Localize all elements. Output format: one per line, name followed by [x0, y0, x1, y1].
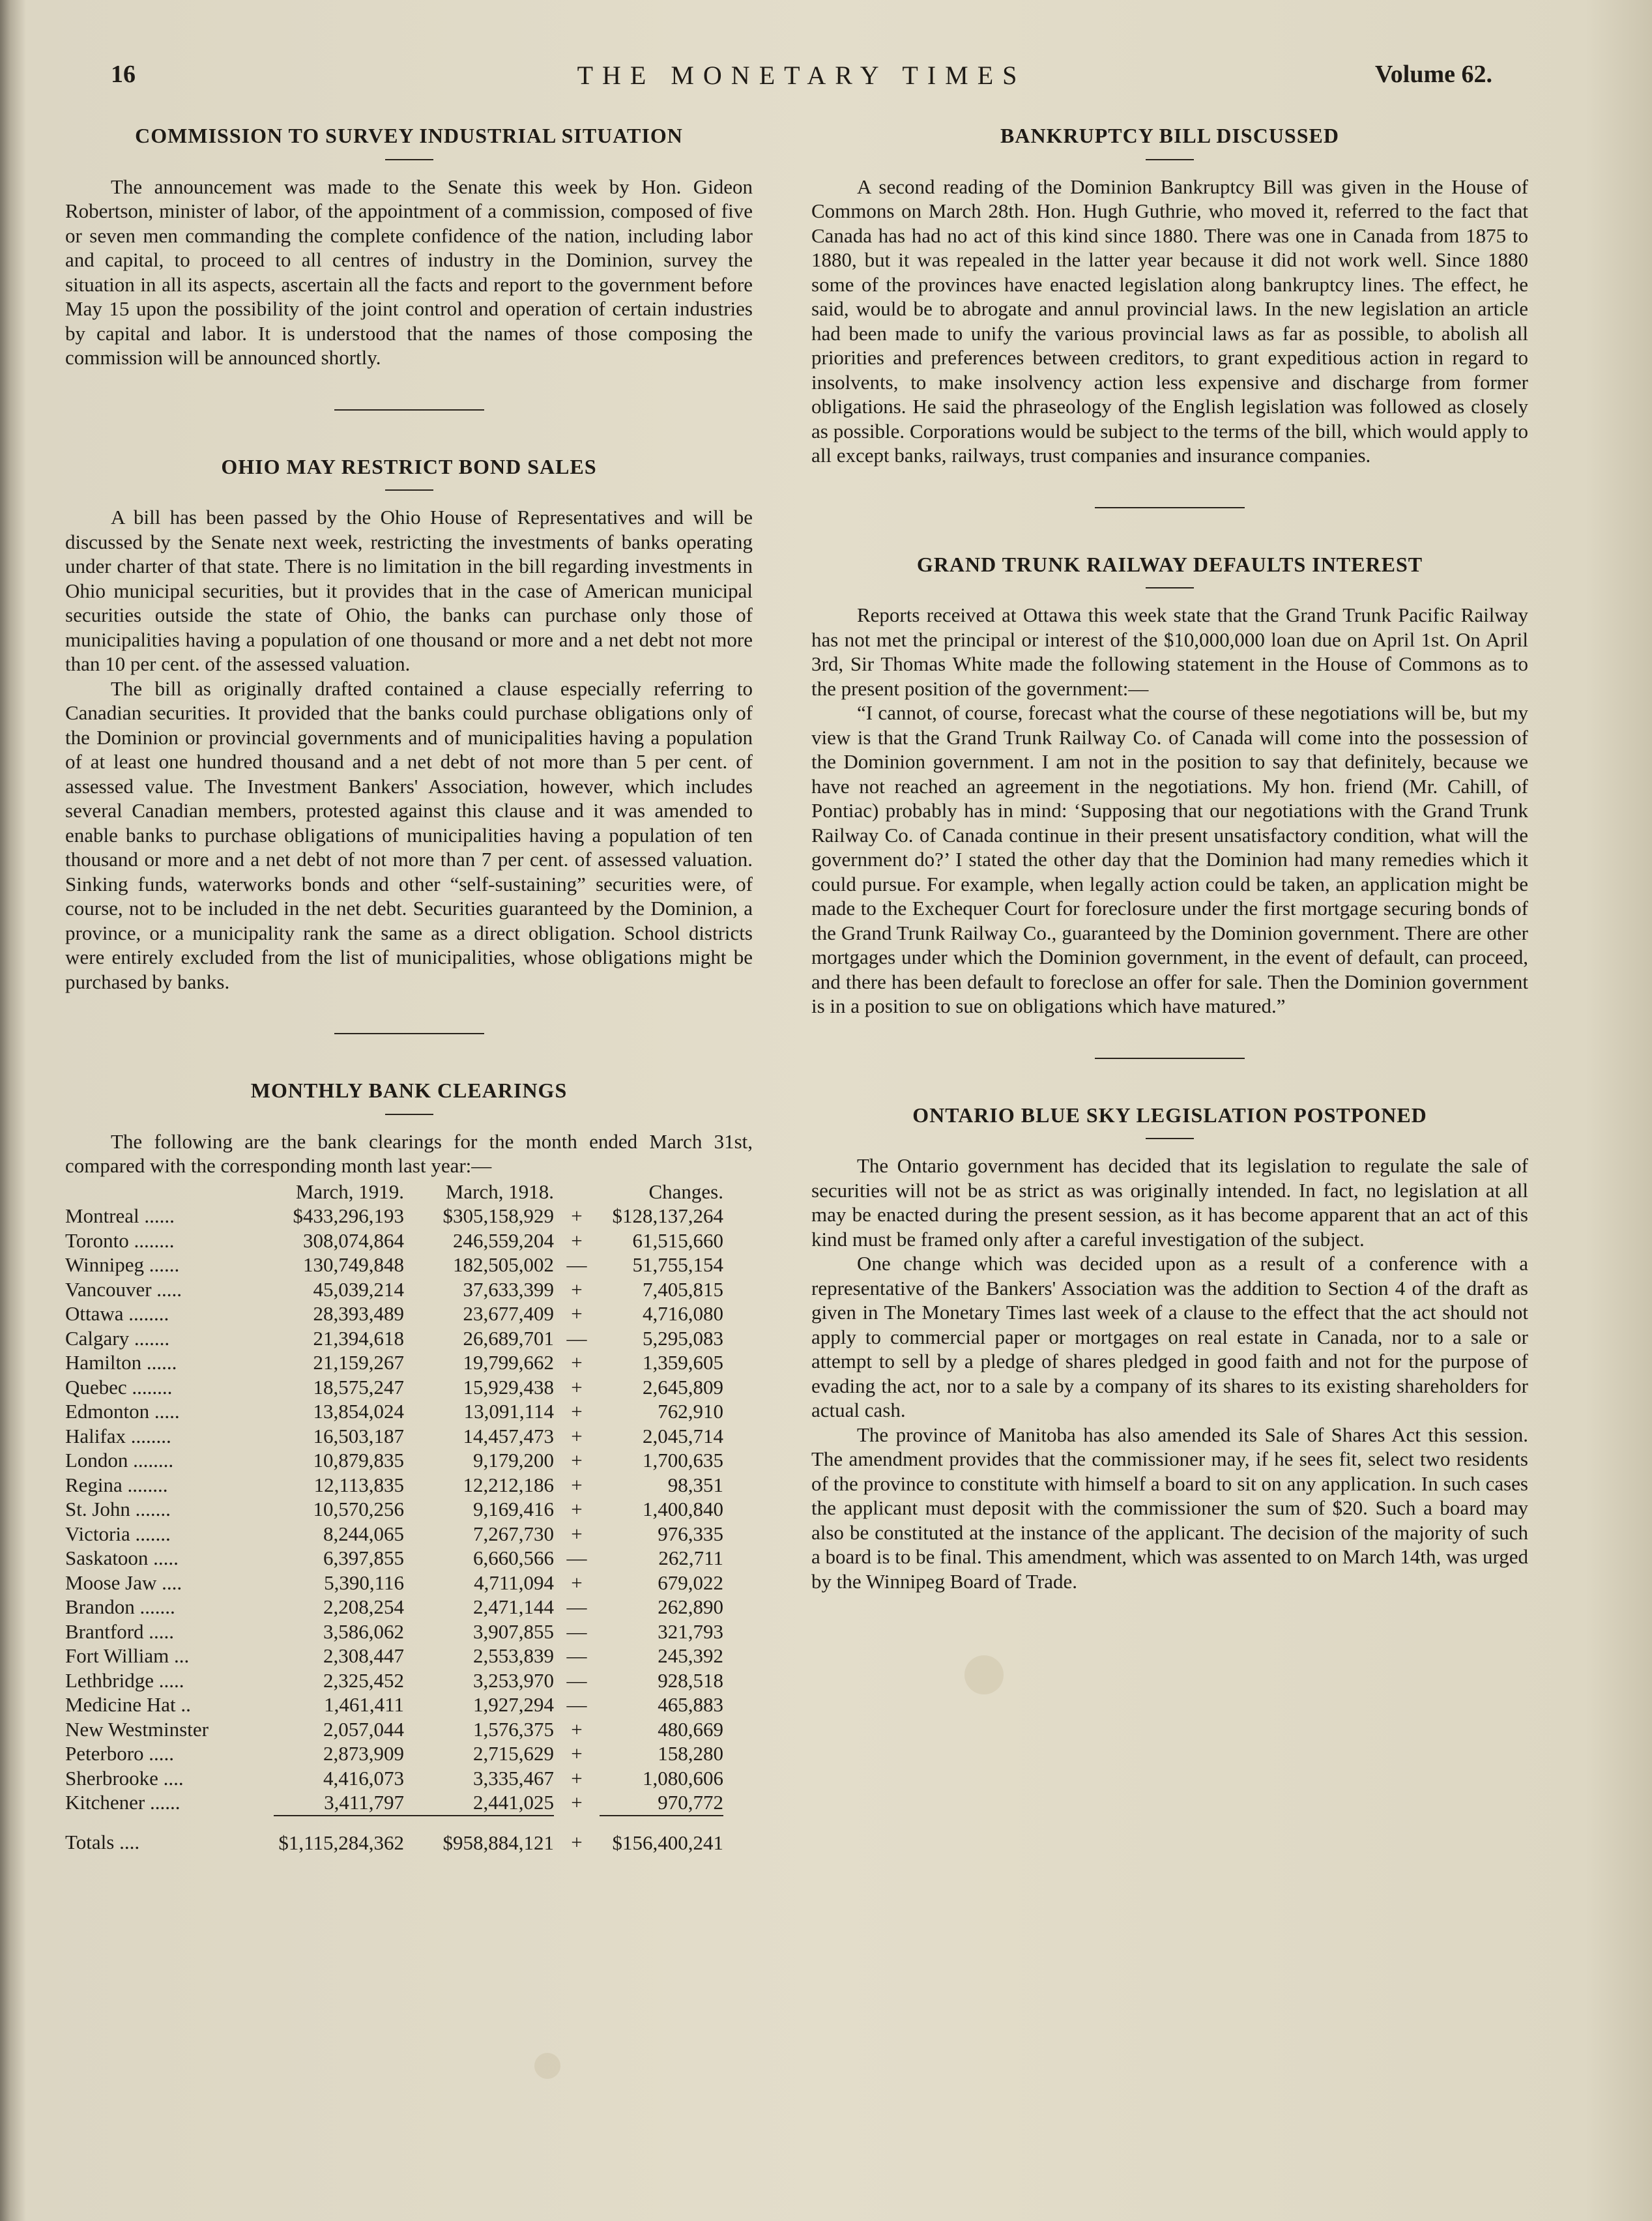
table-row — [65, 1619, 723, 1644]
publication-title: THE MONETARY TIMES — [577, 61, 1026, 90]
value-1918: 6,660,566 — [473, 1546, 554, 1569]
value-change: 158,280 — [658, 1742, 723, 1765]
value-1919: $433,296,193 — [293, 1204, 404, 1227]
value-1918: 12,212,186 — [463, 1473, 554, 1496]
value-change: 5,295,083 — [643, 1326, 723, 1350]
value-1918: 1,576,375 — [473, 1717, 554, 1741]
change-sign: + — [571, 1302, 583, 1325]
table-row — [65, 1717, 723, 1742]
change-sign: + — [571, 1277, 583, 1301]
value-change: 465,883 — [658, 1693, 723, 1716]
table-row — [65, 1522, 723, 1546]
value-1918: 14,457,473 — [463, 1424, 554, 1447]
city-name: Halifax ........ — [65, 1424, 171, 1447]
city-name: Regina ........ — [65, 1473, 168, 1496]
totals-row — [65, 1816, 723, 1855]
value-1919: 10,570,256 — [313, 1498, 404, 1520]
value-1918: 9,179,200 — [473, 1449, 554, 1472]
change-sign: + — [571, 1449, 583, 1472]
change-sign: + — [571, 1204, 583, 1227]
value-1918: 19,799,662 — [463, 1351, 554, 1374]
city-name: Brantford ..... — [65, 1619, 175, 1643]
value-1918: 26,689,701 — [463, 1326, 554, 1350]
value-1919: 16,503,187 — [313, 1424, 404, 1447]
value-1919: 21,159,267 — [313, 1351, 404, 1374]
value-1918: 15,929,438 — [463, 1375, 554, 1399]
change-sign: + — [571, 1498, 583, 1520]
table-row — [65, 1277, 723, 1302]
article-title: GRAND TRUNK RAILWAY DEFAULTS INTEREST — [916, 552, 1423, 576]
value-change: 1,080,606 — [643, 1766, 723, 1790]
city-name: Victoria ....... — [65, 1522, 171, 1545]
change-sign: + — [571, 1742, 583, 1765]
value-change: 98,351 — [667, 1473, 723, 1496]
value-change: 321,793 — [658, 1619, 723, 1643]
value-1919: 12,113,835 — [313, 1473, 404, 1496]
article-title: COMMISSION TO SURVEY INDUSTRIAL SITUATION — [135, 124, 683, 147]
table-row — [65, 1253, 723, 1277]
value-change: 480,669 — [658, 1717, 723, 1741]
city-name: Toronto ........ — [65, 1228, 175, 1252]
title-rule — [385, 489, 433, 491]
value-change: 4,716,080 — [643, 1302, 723, 1325]
city-name: Sherbrooke .... — [65, 1766, 184, 1790]
change-sign: — — [566, 1668, 587, 1692]
value-1919: 2,057,044 — [323, 1717, 404, 1741]
title-rule — [1146, 1138, 1194, 1139]
article-clearings — [65, 1079, 753, 1855]
city-name: Medicine Hat .. — [65, 1693, 191, 1716]
change-sign: — — [566, 1253, 587, 1276]
article-title: OHIO MAY RESTRICT BOND SALES — [221, 454, 597, 478]
value-change: 2,645,809 — [643, 1375, 723, 1399]
table-row — [65, 1473, 723, 1498]
value-1919: 28,393,489 — [313, 1302, 404, 1325]
left-column — [65, 124, 753, 1894]
city-name: Calgary ....... — [65, 1326, 170, 1350]
value-1918: $305,158,929 — [442, 1204, 554, 1227]
value-change: 679,022 — [658, 1571, 723, 1594]
table-row — [65, 1375, 723, 1400]
value-change: 7,405,815 — [643, 1277, 723, 1301]
city-name: New Westminster — [65, 1717, 209, 1741]
value-1919: 5,390,116 — [324, 1571, 404, 1594]
value-1918: 3,253,970 — [473, 1668, 554, 1692]
column-header: March, 1918. — [445, 1180, 554, 1203]
value-1919: 2,208,254 — [323, 1595, 404, 1618]
article-paragraph: A second reading of the Dominion Bankruptcy Bill was given in the House of Commons on March 28th. Hon. Hugh Guthrie, who moved it, referred to the fact that Canada has had no act of this kind since 1880. There was one in Canada from 1875 to 1880, but it was repealed in the latter year because it did not work well. Since 1880 some of the provinces have enacted legislation along bankruptcy lines. The effect, he said, would be to abrogate and annul provincial laws. In the new legislation an article had been made to unify the various provincial laws as far as possible, to abolish all priorities and preferences between creditors, to grant expeditious action in regard to insolvents, to make insolvency action less expensive and discharge from former obligations. He said the phraseology of the English legislation was followed as closely as possible. Corporations would be subject to the terms of the bill, which would apply to all except banks, railways, trust companies and insurance companies. — [811, 175, 1528, 467]
article-commission — [65, 124, 753, 370]
value-change: 61,515,660 — [632, 1228, 723, 1252]
change-sign: — — [566, 1546, 587, 1569]
city-name: Winnipeg ...... — [65, 1253, 180, 1276]
value-1918: 2,471,144 — [473, 1595, 554, 1618]
value-change: $128,137,264 — [612, 1204, 723, 1227]
change-sign: + — [571, 1424, 583, 1447]
value-1918: 2,715,629 — [473, 1742, 554, 1765]
change-sign: — — [566, 1595, 587, 1618]
value-1919: 10,879,835 — [313, 1449, 404, 1472]
article-title: MONTHLY BANK CLEARINGS — [250, 1079, 568, 1102]
value-1918: 7,267,730 — [473, 1522, 554, 1545]
change-sign: — — [566, 1644, 587, 1667]
volume-label: Volume 62. — [1374, 61, 1492, 88]
value-1919: 130,749,848 — [303, 1253, 404, 1276]
article-paragraph: The bill as originally drafted contained a clause especially referring to Canadian securities. It provided that the banks could purchase obligations only of the Dominion or provincial governments and of municipalities having a population of at least one hundred thousand and a net debt of not more than 5 per cent. of assessed value. The Investment Bankers' Association, however, which includes several Canadian members, protested against this clause and it was amended to enable banks to purchase obligations of municipalities having a population of ten thousand or more and a net debt of not more than 7 per cent. of assessed valuation. Sinking funds, waterworks bonds and other “self-sustaining” securities were, of course, not to be included in the net debt. Securities guaranteed by the Dominion, a province, or a municipality rank the same as a direct obligation. School districts were entirely excluded from the list of municipalities, whose obligations might be purchased by banks. — [65, 676, 753, 993]
value-change: 262,711 — [658, 1546, 723, 1569]
city-name: St. John ....... — [65, 1498, 171, 1520]
value-1918: 2,441,025 — [473, 1791, 554, 1814]
city-name: Lethbridge ..... — [65, 1668, 184, 1692]
value-change: 51,755,154 — [632, 1253, 723, 1276]
value-1919: 2,308,447 — [323, 1644, 404, 1667]
value-1918: 182,505,002 — [453, 1253, 554, 1276]
article-blue-sky — [811, 1103, 1528, 1594]
title-rule — [385, 1114, 433, 1115]
article-bankruptcy — [811, 124, 1528, 468]
value-1919: 1,461,411 — [324, 1693, 404, 1716]
city-name: Saskatoon ..... — [65, 1546, 179, 1569]
change-sign: + — [571, 1571, 583, 1594]
title-rule — [385, 159, 433, 160]
value-change: 976,335 — [658, 1522, 723, 1545]
city-name: Montreal ...... — [65, 1204, 175, 1227]
value-1918: 13,091,114 — [463, 1400, 554, 1423]
value-1919: 3,411,797 — [324, 1791, 404, 1814]
value-1918: 23,677,409 — [463, 1302, 554, 1325]
column-header: March, 1919. — [295, 1180, 404, 1203]
paper-stain — [964, 1655, 1004, 1694]
city-name: Moose Jaw .... — [65, 1571, 182, 1594]
city-name: Vancouver ..... — [65, 1277, 182, 1301]
change-sign: + — [571, 1351, 583, 1374]
column-header: Changes. — [648, 1180, 723, 1203]
article-paragraph: The Ontario government has decided that its legislation to regulate the sale of securities will not be as strict as was originally intended. In fact, no legislation at all may be enacted during the present session, as it has become apparent that an act of this kind must be framed only after a careful investigation of the subject. — [811, 1154, 1528, 1251]
clearings-table — [65, 1180, 723, 1855]
value-1919: 13,854,024 — [313, 1400, 404, 1423]
city-name: Brandon ....... — [65, 1595, 175, 1618]
value-1918: 9,169,416 — [473, 1498, 554, 1520]
table-row — [65, 1204, 723, 1228]
value-change: 1,400,840 — [643, 1498, 723, 1520]
city-name: Peterboro ..... — [65, 1742, 175, 1765]
value-1919: 45,039,214 — [313, 1277, 404, 1301]
value-change: 970,772 — [658, 1791, 723, 1814]
article-paragraph: The announcement was made to the Senate this week by Hon. Gideon Robertson, minister of labor, of the appointment of a commission, composed of five or seven men commanding the complete confidence of the nation, including labor and capital, to proceed to all centres of industry in the Dominion, survey the situation in all its aspects, ascertain all the facts and report to the government before May 15 upon the possibility of the joint control and operation of certain industries by capital and labor. It is understood that the names of those composing the commission will be announced shortly. — [65, 175, 753, 369]
table-row — [65, 1399, 723, 1424]
totals-1919: $1,115,284,362 — [278, 1831, 404, 1854]
section-divider — [1095, 507, 1245, 508]
table-row — [65, 1644, 723, 1668]
change-sign: + — [571, 1766, 583, 1790]
value-1919: 2,873,909 — [323, 1742, 404, 1765]
value-1919: 3,586,062 — [323, 1619, 404, 1643]
value-1919: 18,575,247 — [313, 1375, 404, 1399]
city-name: Fort William ... — [65, 1644, 190, 1667]
article-title: BANKRUPTCY BILL DISCUSSED — [1000, 124, 1339, 147]
city-name: London ........ — [65, 1449, 174, 1472]
value-change: 1,359,605 — [643, 1351, 723, 1374]
article-paragraph: The province of Manitoba has also amended its Sale of Shares Act this session. The amendment provides that the commissioner may, if he sees fit, select two residents of the province to constitute with himself a board to sit on any application. In such cases the applicant must deposit with the commissioner the sum of $20. Such a board may also be constituted at the instance of the applicant. The decision of the majority of such a board is to be final. This amendment, which was assented to on March 14th, was urged by the Winnipeg Board of Trade. — [811, 1423, 1528, 1593]
article-paragraph: Reports received at Ottawa this week state that the Grand Trunk Pacific Railway has not met the principal or interest of the $10,000,000 loan due on April 1st. On April 3rd, Sir Thomas White made the following statement in the House of Commons as to the present position of the government:— — [811, 603, 1528, 700]
section-divider — [334, 1033, 484, 1034]
value-1919: 2,325,452 — [323, 1668, 404, 1692]
change-sign: — — [566, 1693, 587, 1716]
change-sign: + — [571, 1228, 583, 1252]
table-body — [65, 1204, 723, 1815]
city-name: Quebec ........ — [65, 1375, 173, 1399]
change-sign: + — [571, 1375, 583, 1399]
change-sign: + — [571, 1400, 583, 1423]
table-row — [65, 1546, 723, 1571]
value-1919: 308,074,864 — [303, 1228, 404, 1252]
value-1919: 21,394,618 — [313, 1326, 404, 1350]
value-change: 245,392 — [658, 1644, 723, 1667]
value-1918: 4,711,094 — [474, 1571, 554, 1594]
article-paragraph: The following are the bank clearings for the month ended March 31st, compared with the corresponding month last year:— — [65, 1129, 753, 1177]
table-row — [65, 1326, 723, 1351]
table-row — [65, 1301, 723, 1326]
table-row — [65, 1424, 723, 1449]
paper-stain — [534, 2053, 560, 2079]
title-rule — [1146, 159, 1194, 160]
value-1918: 3,907,855 — [473, 1619, 554, 1643]
table-row — [65, 1741, 723, 1766]
value-1918: 37,633,399 — [463, 1277, 554, 1301]
table-row — [65, 1595, 723, 1619]
city-name: Ottawa ........ — [65, 1302, 169, 1325]
article-ohio — [65, 455, 753, 994]
value-1919: 6,397,855 — [323, 1546, 404, 1569]
page-number: 16 — [111, 61, 136, 88]
article-grand-trunk — [811, 553, 1528, 1019]
article-paragraph: “I cannot, of course, forecast what the course of these negotiations will be, but my view is that the Grand Trunk Railway Co. of Canada will come into the possession of the Dominion government. I am not in the position to say that definitely, because we have not reached an agreement in the negotiations. My hon. friend (Mr. Cahill, of Pontiac) probably has in mind: ‘Supposing that our negotiations with the Grand Trunk Railway Co. of Canada continue in their present unsatisfactory condition, what will the government do?’ I stated the other day that the Dominion had many remedies which it could pursue. For example, when legally action could be taken, an application might be made to the Exchequer Court for foreclosure under the first mortgage securing bonds of the Grand Trunk Railway Co., guaranteed by the Dominion government. There are other mortgages under which the Dominion government, in the event of default, can proceed, and there has been default to foreclose an offer for sale. Then the Dominion government is in a position to sue on obligations which have matured.” — [811, 701, 1528, 1017]
table-row — [65, 1448, 723, 1473]
title-rule — [1146, 587, 1194, 588]
table-row — [65, 1228, 723, 1253]
section-divider — [334, 409, 484, 411]
value-change: 928,518 — [658, 1668, 723, 1692]
change-sign: — — [566, 1619, 587, 1643]
city-name: Kitchener ...... — [65, 1791, 181, 1814]
section-divider — [1095, 1058, 1245, 1059]
table-header-row — [65, 1180, 723, 1204]
change-sign: — — [566, 1326, 587, 1350]
table-row — [65, 1766, 723, 1791]
article-paragraph: One change which was decided upon as a result of a conference with a representative of the Bankers' Association was the addition to Section 4 of the draft as given in The Monetary Times last week of a clause to the effect that the act should not apply to commercial paper or mortgages on real estate in Canada, nor to a sale or attempt to sell by a pledge of shares pledged in good faith and not for the purpose of evading the act, nor to a sale by a company of its shares to its existing shareholders for actual cash. — [811, 1252, 1528, 1421]
running-header — [111, 60, 1492, 99]
city-name: Hamilton ...... — [65, 1351, 177, 1374]
table-row — [65, 1571, 723, 1595]
value-change: 762,910 — [658, 1400, 723, 1423]
value-1918: 246,559,204 — [453, 1228, 554, 1252]
table-row — [65, 1350, 723, 1375]
change-sign: + — [571, 1717, 583, 1741]
change-sign: + — [571, 1791, 583, 1814]
totals-sign: + — [571, 1831, 583, 1853]
city-name: Edmonton ..... — [65, 1400, 180, 1423]
value-1919: 4,416,073 — [323, 1766, 404, 1790]
totals-label: Totals .... — [65, 1831, 140, 1853]
value-change: 262,890 — [658, 1595, 723, 1618]
value-1919: 8,244,065 — [323, 1522, 404, 1545]
totals-1918: $958,884,121 — [442, 1831, 554, 1854]
table-row — [65, 1668, 723, 1693]
article-title: ONTARIO BLUE SKY LEGISLATION POSTPONED — [912, 1103, 1427, 1127]
right-column — [811, 124, 1528, 1633]
value-change: 2,045,714 — [643, 1424, 723, 1447]
value-change: 1,700,635 — [643, 1449, 723, 1472]
value-1918: 3,335,467 — [473, 1766, 554, 1790]
change-sign: + — [571, 1522, 583, 1545]
value-1918: 1,927,294 — [473, 1693, 554, 1716]
table-row — [65, 1790, 723, 1815]
value-1918: 2,553,839 — [473, 1644, 554, 1667]
article-paragraph: A bill has been passed by the Ohio House of Representatives and will be discussed by the Senate next week, restricting the investments of banks operating under charter of that state. There is no limitation in the bill regarding investments in Ohio municipal securities, but it provides that in the case of American municipal securities outside the state of Ohio, the banks can purchase only those of municipalities having a population of one thousand or more and a net debt not more than 10 per cent. of the assessed valuation. — [65, 506, 753, 675]
table-row — [65, 1497, 723, 1522]
totals-change: $156,400,241 — [612, 1831, 723, 1854]
change-sign: + — [571, 1473, 583, 1496]
table-row — [65, 1692, 723, 1717]
